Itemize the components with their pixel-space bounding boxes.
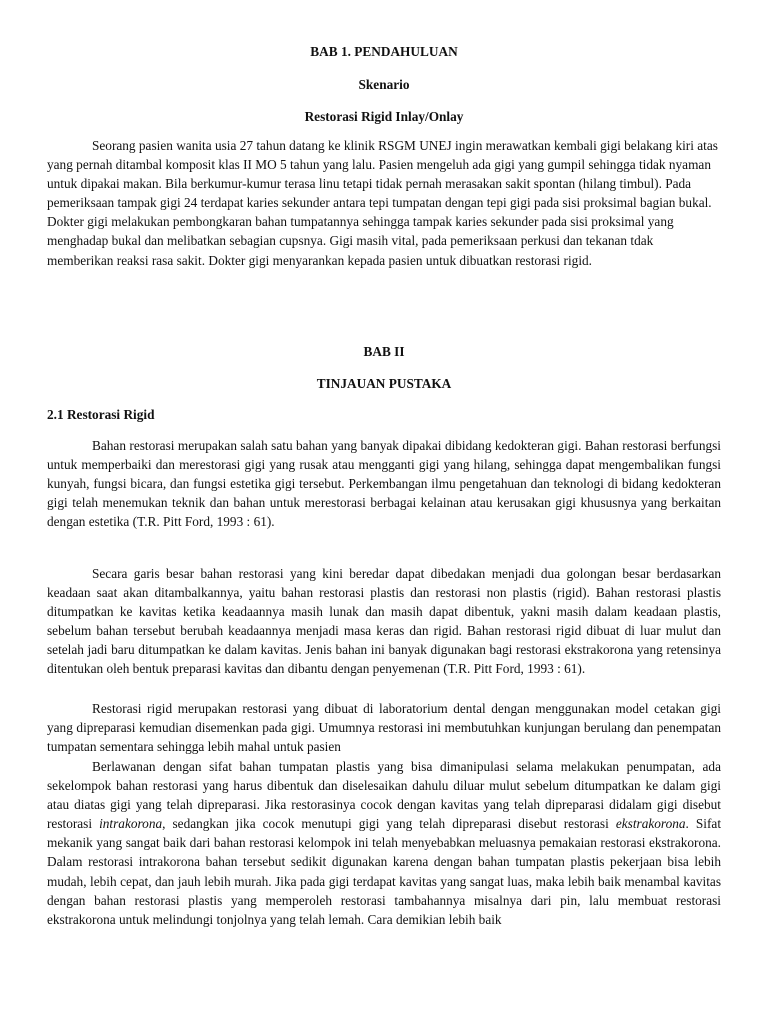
paragraph-1 [47, 436, 721, 531]
term-ekstrakorona: ekstrakorona [615, 816, 686, 832]
term-intrakorona: intrakorona [99, 816, 163, 832]
scenario-title: Restorasi Rigid Inlay/Onlay [304, 109, 464, 124]
paragraph-4 [47, 757, 721, 929]
paragraph-1-text: Bahan restorasi merupakan salah satu bahan yang banyak dipakai dibidang kedokteran gigi. Bahan restorasi berfungsi untuk memperbaiki dan merestorasi gigi yang rusak atau mengganti gigi yang hilang, sehingga dapat mengembalikan fungsi kunyah, fungsi bicara, dan fungsi estetika gigi tersebut. Perkembangan ilmu pengetahuan dan teknologi di bidang kedokteran gigi telah menemukan teknik dan bahan untuk merestorasi berbagai kelainan atau kerusakan gigi khususnya yang berkaitan dengan estetika (T.R. Pitt Ford, 1993 : 61). [47, 438, 721, 530]
paragraph-4-text-b: , sedangkan jika cocok menutupi gigi yang telah dipreparasi disebut restorasi [162, 816, 616, 832]
paragraph-4-text-a: Berlawanan dengan sifat bahan tumpatan plastis yang bisa dimanipulasi selama melakukan penumpatan, ada sekelompok bahan restorasi yang harus dibentuk dan diselesaikan dahulu diluar mulut sebelum ditumpatkan ke dalam gigi atau diatas gigi yang telah dipreparasi. Jika restorasinya cocok dengan kavitas yang telah dipreparasi didalam gigi disebut restorasi [47, 759, 721, 832]
scenario-paragraph [47, 136, 721, 270]
scenario-paragraph-text: Seorang pasien wanita usia 27 tahun datang ke klinik RSGM UNEJ ingin merawatkan kembali gigi belakang kiri atas yang pernah ditambal komposit klas II MO 5 tahun yang lalu. Pasien mengeluh ada gigi yang gumpil sehingga tidak nyaman untuk dipakai makan. Bila berkumur-kumur terasa linu tetapi tidak pernah merasakan sakit spontan (hilang timbul). Pada pemeriksaan tampak gigi 24 terdapat karies sekunder antara tepi tumpatan dengan tepi gigi pada sisi proksimal bagian bukal. Dokter gigi melakukan pembongkaran bahan tumpatannya sehingga tampak karies sekunder pada sisi proksimal yang menghadap bukal dan melibatkan sebagian cupsnya. Gigi masih vital, pada pemeriksaan perkusi dan tekanan tdak memberikan reaksi rasa sakit. Dokter gigi menyarankan kepada pasien untuk dibuatkan restorasi rigid. [47, 138, 718, 268]
paragraph-2-text: Secara garis besar bahan restorasi yang kini beredar dapat dibedakan menjadi dua golongan besar berdasarkan keadaan saat akan ditambalkannya, yaitu bahan restorasi plastis dan restorasi non plastis (rigid). Bahan restorasi plastis ditumpatkan ke kavitas ketika keadaannya masih lunak dan masih dapat dibentuk, yakni masih dalam keadaan plastis, sebelum bahan tersebut berubah keadaannya menjadi masa keras dan rigid. Bahan restorasi rigid dibuat di luar mulut dan setelah jadi baru ditumpatkan ke dalam kavitas. Jenis bahan ini banyak digunakan bagi restorasi ekstrakorona yang retensinya ditentukan oleh bentuk preparasi kavitas dan dibantu dengan penyemenan (T.R. Pitt Ford, 1993 : 61). [47, 566, 721, 677]
paragraph-3 [47, 699, 721, 756]
chapter-heading: BAB 1. PENDAHULUAN [310, 44, 458, 59]
chapter-2-title: TINJAUAN PUSTAKA [316, 376, 452, 391]
paragraph-2 [47, 564, 721, 679]
paragraph-3-text: Restorasi rigid merupakan restorasi yang dibuat di laboratorium dental dengan menggunakan model cetakan gigi yang dipreparasi kemudian disemenkan pada gigi. Umumnya restorasi ini membutuhkan kunjungan berulang dan penempatan tumpatan sementara sehingga lebih mahal untuk pasien [47, 701, 721, 755]
paragraph-4-text-c: . Sifat mekanik yang sangat baik dari bahan restorasi kelompok ini telah menyebabkan meluasnya pemakaian restorasi ekstrakorona. Dalam restorasi intrakorona bahan tersebut sedikit digunakan karena dengan bahan tumpatan plastis pekerjaan bisa lebih mudah, lebih cepat, dan jauh lebih murah. Jika pada gigi terdapat kavitas yang sangat luas, maka lebih baik menambal kavitas dengan bahan restorasi plastis yang memperoleh restorasi tambahannya misalnya dari pin, lalu membuat restorasi ekstrakorona untuk melindungi tonjolnya yang telah lemah. Cara demikian lebih baik [47, 816, 722, 927]
chapter-2-heading: BAB II [363, 344, 405, 359]
section-title: 2.1 Restorasi Rigid [47, 407, 155, 422]
scenario-label: Skenario [358, 77, 410, 92]
